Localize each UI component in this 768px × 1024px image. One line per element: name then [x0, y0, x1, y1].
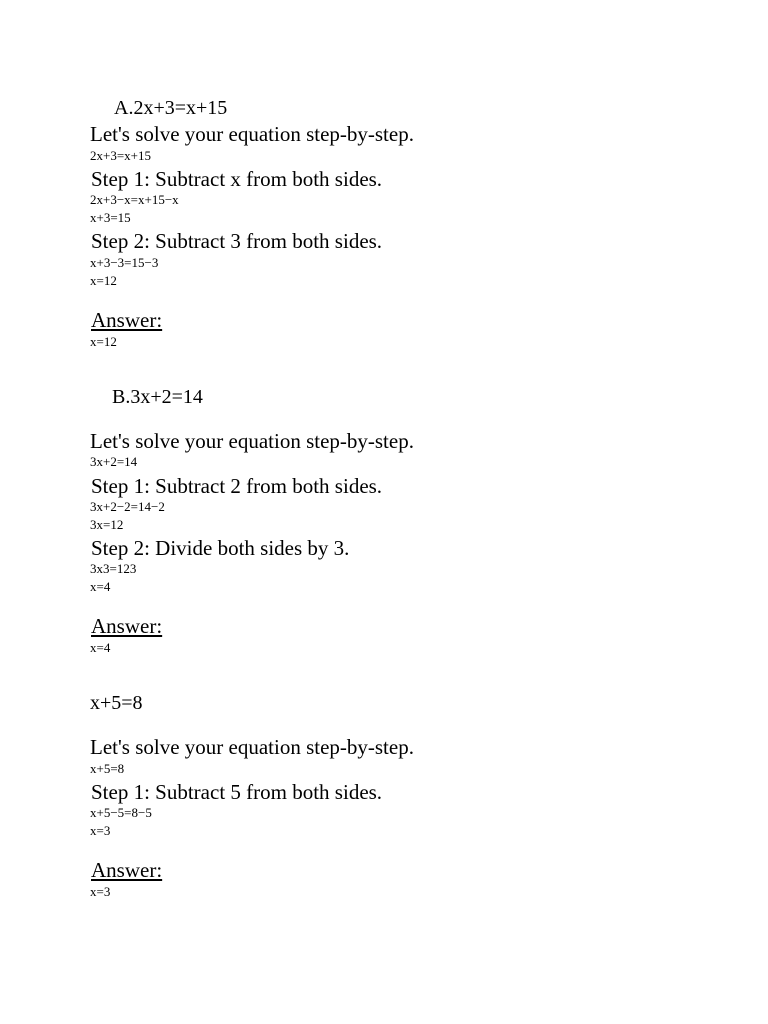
section-b-step2-work: 3x3=123	[90, 561, 137, 576]
section-c-step1: Step 1: Subtract 5 from both sides.	[91, 780, 383, 804]
section-b-step1: Step 1: Subtract 2 from both sides.	[91, 474, 383, 498]
section-b-step1-work: 3x+2−2=14−2	[90, 499, 165, 514]
section-b-step2: Step 2: Divide both sides by 3.	[91, 536, 350, 560]
section-c-step1-work: x+5−5=8−5	[90, 805, 152, 820]
section-b-answer-label: Answer:	[91, 614, 163, 638]
section-c-title: x+5=8	[90, 692, 143, 714]
section-c-step1-result: x=3	[90, 823, 111, 838]
section-a-answer-label: Answer:	[91, 308, 163, 332]
section-a-step1: Step 1: Subtract x from both sides.	[91, 167, 383, 191]
section-a-step2: Step 2: Subtract 3 from both sides.	[91, 229, 383, 253]
section-c-answer-label: Answer:	[91, 858, 163, 882]
section-b-step1-result: 3x=12	[90, 517, 124, 532]
section-b-answer: x=4	[90, 640, 111, 655]
section-a-answer: x=12	[90, 334, 117, 349]
section-a-step2-work: x+3−3=15−3	[90, 255, 159, 270]
section-a-step1-result: x+3=15	[90, 210, 131, 225]
section-b-title: B.3x+2=14	[112, 386, 203, 408]
section-b-equation: 3x+2=14	[90, 454, 138, 469]
section-a-intro: Let's solve your equation step-by-step.	[90, 122, 414, 146]
section-b-step2-result: x=4	[90, 579, 111, 594]
section-b-intro: Let's solve your equation step-by-step.	[90, 429, 414, 453]
section-a-step1-work: 2x+3−x=x+15−x	[90, 192, 179, 207]
section-a-equation: 2x+3=x+15	[90, 148, 151, 163]
section-c-intro: Let's solve your equation step-by-step.	[90, 735, 414, 759]
section-c-equation: x+5=8	[90, 761, 125, 776]
section-c-answer: x=3	[90, 884, 111, 899]
section-a-step2-result: x=12	[90, 273, 117, 288]
section-a-title: A.2x+3=x+15	[114, 97, 228, 119]
